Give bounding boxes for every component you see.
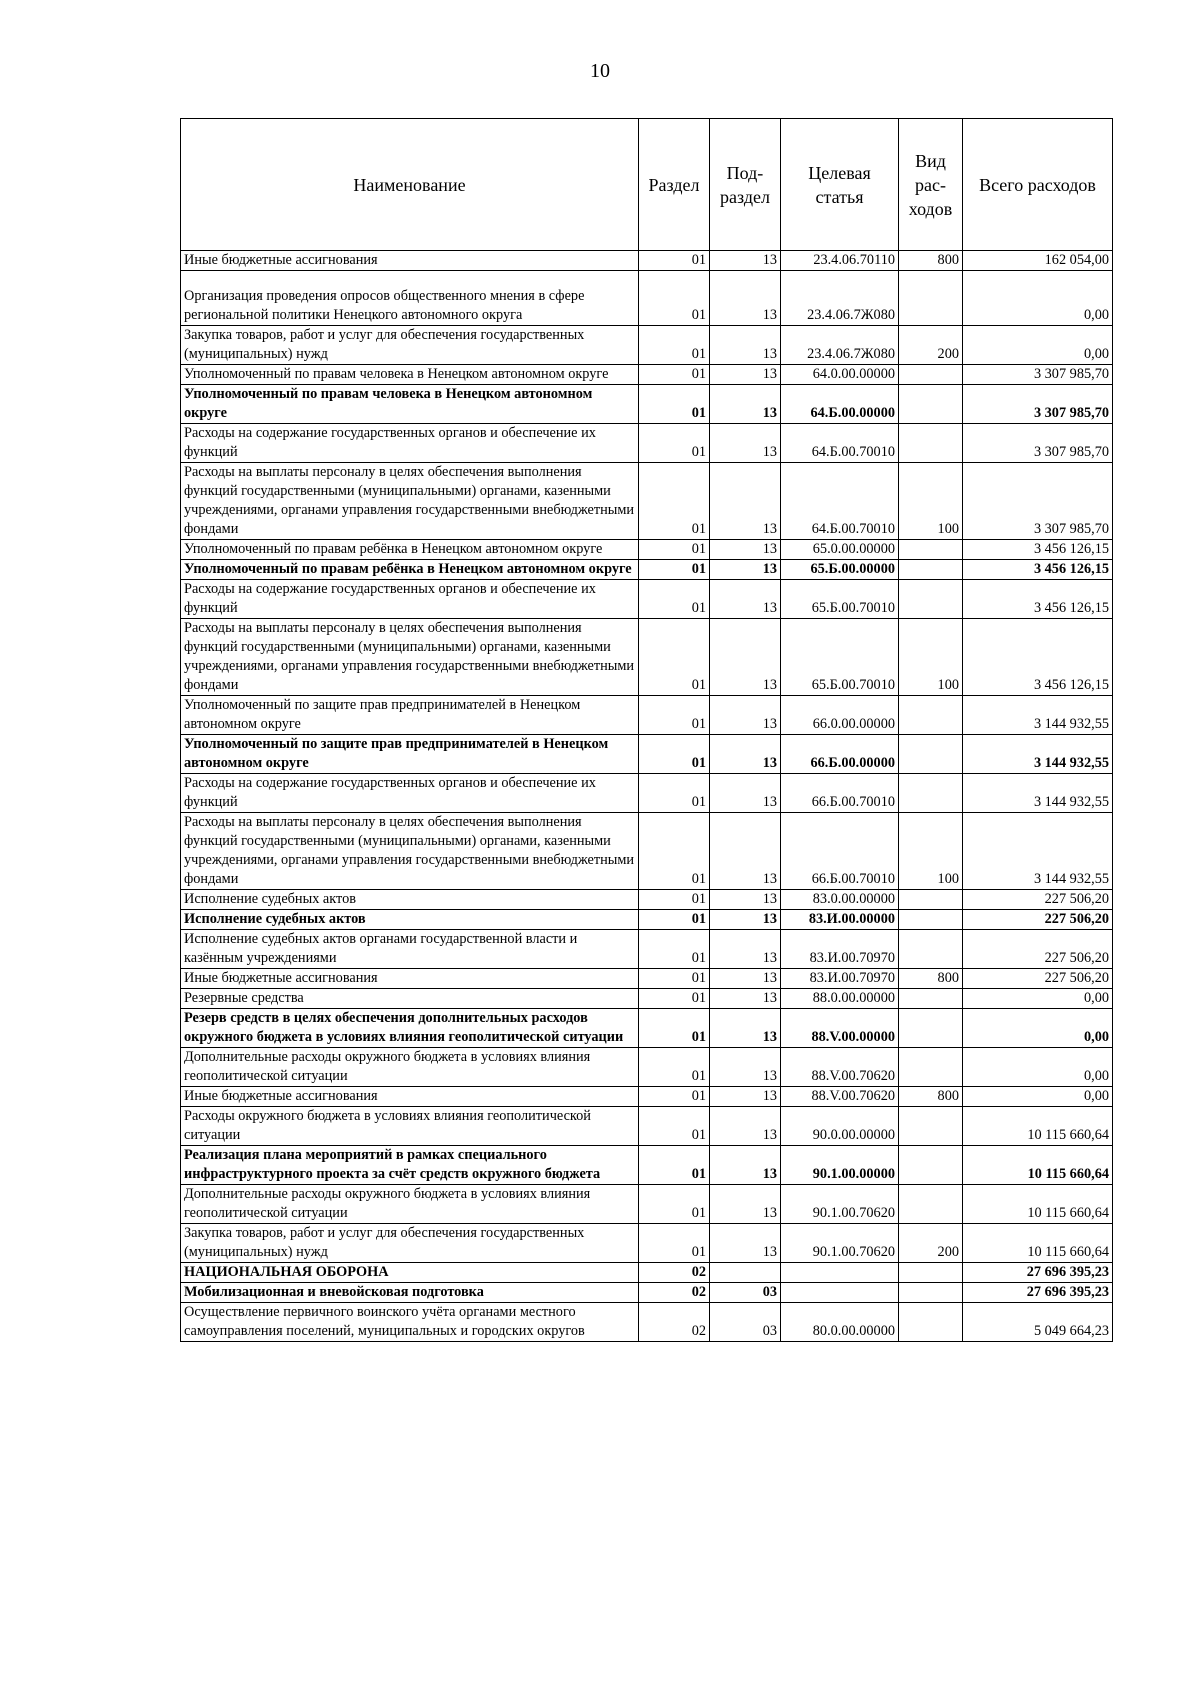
row-section: 01 <box>639 969 710 989</box>
row-name: Расходы на выплаты персоналу в целях обеспечения выполнения функций государственными (муниципальными) органами, казенными учреждениями, органами управления государственными внебюджетными фондами <box>181 463 639 540</box>
table-row <box>181 385 1113 424</box>
row-total: 10 115 660,64 <box>963 1146 1113 1185</box>
row-total: 227 506,20 <box>963 969 1113 989</box>
budget-table <box>180 118 1113 1342</box>
row-name: Иные бюджетные ассигнования <box>181 251 639 271</box>
row-name: НАЦИОНАЛЬНАЯ ОБОРОНА <box>181 1263 639 1283</box>
row-type <box>899 385 963 424</box>
row-target: 83.И.00.00000 <box>781 910 899 930</box>
table-row <box>181 424 1113 463</box>
table-row <box>181 1146 1113 1185</box>
row-target: 83.0.00.00000 <box>781 890 899 910</box>
row-total: 10 115 660,64 <box>963 1185 1113 1224</box>
row-name: Иные бюджетные ассигнования <box>181 969 639 989</box>
row-target: 88.0.00.00000 <box>781 989 899 1009</box>
row-name: Реализация плана мероприятий в рамках специального инфраструктурного проекта за счёт средств окружного бюджета <box>181 1146 639 1185</box>
row-target: 65.Б.00.70010 <box>781 580 899 619</box>
row-subsection: 13 <box>710 1009 781 1048</box>
table-row <box>181 930 1113 969</box>
row-name: Уполномоченный по правам человека в Ненецком автономном округе <box>181 365 639 385</box>
table-row <box>181 560 1113 580</box>
table-row <box>181 1283 1113 1303</box>
row-type <box>899 1146 963 1185</box>
row-target: 66.Б.00.00000 <box>781 735 899 774</box>
row-target: 64.Б.00.00000 <box>781 385 899 424</box>
row-name: Расходы на содержание государственных органов и обеспечение их функций <box>181 424 639 463</box>
row-subsection: 13 <box>710 1185 781 1224</box>
row-name: Расходы на выплаты персоналу в целях обеспечения выполнения функций государственными (муниципальными) органами, казенными учреждениями, органами управления государственными внебюджетными фондами <box>181 813 639 890</box>
row-section: 02 <box>639 1263 710 1283</box>
table-row <box>181 619 1113 696</box>
row-section: 02 <box>639 1283 710 1303</box>
table-row <box>181 1009 1113 1048</box>
header-type: Вид рас- ходов <box>899 119 963 251</box>
row-name: Расходы на выплаты персоналу в целях обеспечения выполнения функций государственными (муниципальными) органами, казенными учреждениями, органами управления государственными внебюджетными фондами <box>181 619 639 696</box>
row-section: 01 <box>639 1107 710 1146</box>
row-type <box>899 365 963 385</box>
row-subsection: 13 <box>710 910 781 930</box>
row-name: Уполномоченный по правам человека в Ненецком автономном округе <box>181 385 639 424</box>
row-target: 23.4.06.70110 <box>781 251 899 271</box>
row-section: 01 <box>639 1048 710 1087</box>
row-subsection: 03 <box>710 1283 781 1303</box>
row-subsection: 13 <box>710 774 781 813</box>
row-name: Расходы окружного бюджета в условиях влияния геополитической ситуации <box>181 1107 639 1146</box>
table-row <box>181 989 1113 1009</box>
row-total: 27 696 395,23 <box>963 1263 1113 1283</box>
row-target: 88.V.00.70620 <box>781 1048 899 1087</box>
row-subsection: 13 <box>710 735 781 774</box>
table-header-row <box>181 119 1113 251</box>
row-type <box>899 580 963 619</box>
table-row <box>181 1087 1113 1107</box>
row-target: 90.1.00.00000 <box>781 1146 899 1185</box>
row-type <box>899 1048 963 1087</box>
row-section: 02 <box>639 1303 710 1342</box>
row-target: 80.0.00.00000 <box>781 1303 899 1342</box>
row-subsection <box>710 1263 781 1283</box>
row-total: 3 456 126,15 <box>963 540 1113 560</box>
row-name: Дополнительные расходы окружного бюджета в условиях влияния геополитической ситуации <box>181 1185 639 1224</box>
row-section: 01 <box>639 385 710 424</box>
row-subsection: 13 <box>710 540 781 560</box>
row-type <box>899 774 963 813</box>
row-total: 3 307 985,70 <box>963 365 1113 385</box>
row-target: 90.1.00.70620 <box>781 1224 899 1263</box>
row-target <box>781 1263 899 1283</box>
table-row <box>181 910 1113 930</box>
row-section: 01 <box>639 774 710 813</box>
row-section: 01 <box>639 560 710 580</box>
row-name: Резерв средств в целях обеспечения дополнительных расходов окружного бюджета в условиях влияния геополитической ситуации <box>181 1009 639 1048</box>
row-section: 01 <box>639 271 710 326</box>
row-type <box>899 890 963 910</box>
row-total: 3 307 985,70 <box>963 385 1113 424</box>
row-subsection: 13 <box>710 1048 781 1087</box>
row-subsection: 13 <box>710 271 781 326</box>
row-name: Закупка товаров, работ и услуг для обеспечения государственных (муниципальных) нужд <box>181 1224 639 1263</box>
row-section: 01 <box>639 619 710 696</box>
row-total: 5 049 664,23 <box>963 1303 1113 1342</box>
row-name: Расходы на содержание государственных органов и обеспечение их функций <box>181 774 639 813</box>
row-subsection: 13 <box>710 424 781 463</box>
row-type <box>899 424 963 463</box>
row-subsection: 13 <box>710 1087 781 1107</box>
row-type <box>899 696 963 735</box>
row-subsection: 13 <box>710 890 781 910</box>
table-row <box>181 774 1113 813</box>
row-type: 100 <box>899 619 963 696</box>
header-name: Наименование <box>181 119 639 251</box>
row-total: 0,00 <box>963 271 1113 326</box>
row-section: 01 <box>639 365 710 385</box>
row-total: 0,00 <box>963 1048 1113 1087</box>
row-total: 3 307 985,70 <box>963 424 1113 463</box>
table-row <box>181 326 1113 365</box>
row-name: Исполнение судебных актов <box>181 910 639 930</box>
table-row <box>181 271 1113 326</box>
row-section: 01 <box>639 735 710 774</box>
row-total: 3 456 126,15 <box>963 619 1113 696</box>
row-type <box>899 735 963 774</box>
row-subsection: 13 <box>710 1224 781 1263</box>
row-target: 90.0.00.00000 <box>781 1107 899 1146</box>
row-section: 01 <box>639 424 710 463</box>
row-name: Исполнение судебных актов <box>181 890 639 910</box>
row-type <box>899 1283 963 1303</box>
row-target: 88.V.00.00000 <box>781 1009 899 1048</box>
header-subsection: Под- раздел <box>710 119 781 251</box>
table-row <box>181 1224 1113 1263</box>
row-type <box>899 1107 963 1146</box>
row-target: 83.И.00.70970 <box>781 969 899 989</box>
table-row <box>181 1303 1113 1342</box>
row-section: 01 <box>639 989 710 1009</box>
row-total: 227 506,20 <box>963 930 1113 969</box>
row-name: Исполнение судебных актов органами государственной власти и казённым учреждениями <box>181 930 639 969</box>
row-type: 200 <box>899 1224 963 1263</box>
row-target: 65.Б.00.00000 <box>781 560 899 580</box>
row-total: 227 506,20 <box>963 910 1113 930</box>
row-total: 10 115 660,64 <box>963 1224 1113 1263</box>
row-subsection: 13 <box>710 989 781 1009</box>
row-total: 3 144 932,55 <box>963 813 1113 890</box>
row-subsection: 03 <box>710 1303 781 1342</box>
page-number: 10 <box>590 60 610 82</box>
row-name: Уполномоченный по правам ребёнка в Ненецком автономном округе <box>181 560 639 580</box>
row-subsection: 13 <box>710 326 781 365</box>
row-total: 0,00 <box>963 1087 1113 1107</box>
row-subsection: 13 <box>710 930 781 969</box>
row-total: 3 307 985,70 <box>963 463 1113 540</box>
row-type <box>899 910 963 930</box>
row-total: 162 054,00 <box>963 251 1113 271</box>
table-row <box>181 540 1113 560</box>
row-name: Уполномоченный по защите прав предпринимателей в Ненецком автономном округе <box>181 735 639 774</box>
row-type <box>899 540 963 560</box>
table-row <box>181 365 1113 385</box>
row-target: 65.0.00.00000 <box>781 540 899 560</box>
row-name: Иные бюджетные ассигнования <box>181 1087 639 1107</box>
row-type: 800 <box>899 251 963 271</box>
row-subsection: 13 <box>710 560 781 580</box>
row-subsection: 13 <box>710 385 781 424</box>
table-row <box>181 463 1113 540</box>
row-name: Мобилизационная и вневойсковая подготовка <box>181 1283 639 1303</box>
row-target: 66.Б.00.70010 <box>781 813 899 890</box>
row-total: 10 115 660,64 <box>963 1107 1113 1146</box>
row-subsection: 13 <box>710 251 781 271</box>
row-section: 01 <box>639 910 710 930</box>
row-total: 27 696 395,23 <box>963 1283 1113 1303</box>
table-row <box>181 890 1113 910</box>
table-row <box>181 735 1113 774</box>
row-type: 100 <box>899 463 963 540</box>
row-section: 01 <box>639 540 710 560</box>
row-section: 01 <box>639 463 710 540</box>
row-type <box>899 560 963 580</box>
header-total: Всего расходов <box>963 119 1113 251</box>
row-target: 83.И.00.70970 <box>781 930 899 969</box>
row-subsection: 13 <box>710 1146 781 1185</box>
row-section: 01 <box>639 1087 710 1107</box>
row-total: 0,00 <box>963 989 1113 1009</box>
row-section: 01 <box>639 326 710 365</box>
row-total: 227 506,20 <box>963 890 1113 910</box>
row-target: 23.4.06.7Ж080 <box>781 271 899 326</box>
row-type <box>899 1009 963 1048</box>
table-row <box>181 1048 1113 1087</box>
row-name: Закупка товаров, работ и услуг для обеспечения государственных (муниципальных) нужд <box>181 326 639 365</box>
row-section: 01 <box>639 251 710 271</box>
row-section: 01 <box>639 1009 710 1048</box>
header-target: Целевая статья <box>781 119 899 251</box>
row-name: Расходы на содержание государственных органов и обеспечение их функций <box>181 580 639 619</box>
row-type <box>899 930 963 969</box>
row-subsection: 13 <box>710 463 781 540</box>
row-subsection: 13 <box>710 969 781 989</box>
row-subsection: 13 <box>710 365 781 385</box>
table-row <box>181 580 1113 619</box>
row-name: Осуществление первичного воинского учёта органами местного самоуправления поселений, муниципальных и городских округов <box>181 1303 639 1342</box>
row-target: 90.1.00.70620 <box>781 1185 899 1224</box>
row-section: 01 <box>639 696 710 735</box>
row-subsection: 13 <box>710 813 781 890</box>
table-row <box>181 251 1113 271</box>
row-target: 66.Б.00.70010 <box>781 774 899 813</box>
row-subsection: 13 <box>710 696 781 735</box>
row-section: 01 <box>639 813 710 890</box>
table-row <box>181 813 1113 890</box>
table-row <box>181 1185 1113 1224</box>
table-row <box>181 969 1113 989</box>
row-type: 200 <box>899 326 963 365</box>
row-target: 64.Б.00.70010 <box>781 424 899 463</box>
row-section: 01 <box>639 580 710 619</box>
row-total: 3 144 932,55 <box>963 696 1113 735</box>
table-row <box>181 1263 1113 1283</box>
row-name: Организация проведения опросов общественного мнения в сфере региональной политики Ненецкого автономного округа <box>181 271 639 326</box>
table-body <box>181 251 1113 1342</box>
row-type <box>899 1263 963 1283</box>
row-section: 01 <box>639 1224 710 1263</box>
row-subsection: 13 <box>710 1107 781 1146</box>
row-type: 800 <box>899 1087 963 1107</box>
row-type: 100 <box>899 813 963 890</box>
row-type <box>899 271 963 326</box>
table-row <box>181 696 1113 735</box>
row-section: 01 <box>639 890 710 910</box>
row-target: 23.4.06.7Ж080 <box>781 326 899 365</box>
row-target: 64.0.00.00000 <box>781 365 899 385</box>
row-total: 3 144 932,55 <box>963 774 1113 813</box>
row-target: 66.0.00.00000 <box>781 696 899 735</box>
row-name: Резервные средства <box>181 989 639 1009</box>
row-total: 0,00 <box>963 326 1113 365</box>
row-total: 0,00 <box>963 1009 1113 1048</box>
row-target: 88.V.00.70620 <box>781 1087 899 1107</box>
row-total: 3 456 126,15 <box>963 560 1113 580</box>
row-name: Дополнительные расходы окружного бюджета в условиях влияния геополитической ситуации <box>181 1048 639 1087</box>
row-type <box>899 1303 963 1342</box>
row-name: Уполномоченный по защите прав предпринимателей в Ненецком автономном округе <box>181 696 639 735</box>
row-target: 65.Б.00.70010 <box>781 619 899 696</box>
row-type <box>899 1185 963 1224</box>
row-section: 01 <box>639 930 710 969</box>
header-section: Раздел <box>639 119 710 251</box>
row-target: 64.Б.00.70010 <box>781 463 899 540</box>
row-type: 800 <box>899 969 963 989</box>
row-subsection: 13 <box>710 619 781 696</box>
table-row <box>181 1107 1113 1146</box>
row-total: 3 144 932,55 <box>963 735 1113 774</box>
row-subsection: 13 <box>710 580 781 619</box>
row-name: Уполномоченный по правам ребёнка в Ненецком автономном округе <box>181 540 639 560</box>
row-type <box>899 989 963 1009</box>
row-section: 01 <box>639 1146 710 1185</box>
row-section: 01 <box>639 1185 710 1224</box>
row-target <box>781 1283 899 1303</box>
row-total: 3 456 126,15 <box>963 580 1113 619</box>
